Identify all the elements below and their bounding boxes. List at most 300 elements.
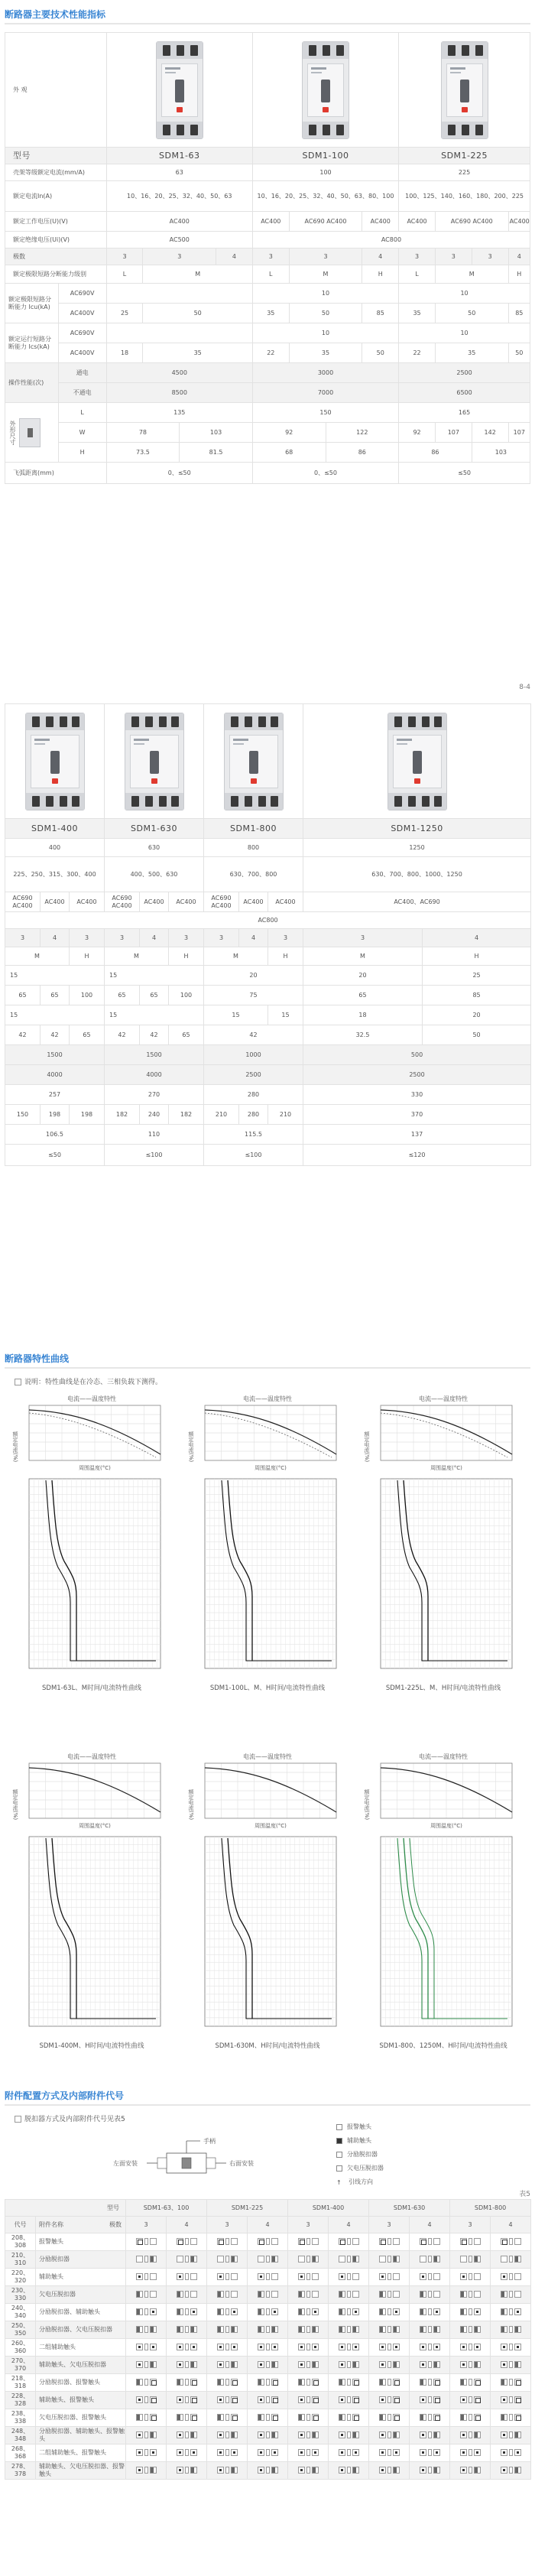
cell: 92: [252, 423, 326, 443]
acc-row: [5, 2304, 531, 2321]
accessory-left-icon: [501, 2291, 507, 2298]
accessory-left-icon: [298, 2449, 305, 2456]
accessory-right-icon: [433, 2273, 440, 2280]
cell: AC690 AC400: [105, 892, 140, 912]
acc-symbol-cell: [491, 2427, 531, 2444]
accessory-left-icon: [379, 2431, 386, 2438]
cell: 8500: [106, 383, 252, 403]
accessory-right-icon: [352, 2431, 359, 2438]
acc-symbol-cell: [167, 2374, 207, 2392]
header-cell: 4: [410, 2217, 450, 2233]
cell: 42: [140, 1025, 169, 1045]
accessory-right-icon: [433, 2361, 440, 2368]
header-poles-text: 极数: [109, 2220, 122, 2228]
handle-slot-icon: [144, 2291, 148, 2298]
accessory-left-icon: [501, 2379, 507, 2386]
acc-symbol-cell: [410, 2339, 450, 2357]
cell: AC690 AC400: [435, 212, 508, 232]
temp-chart-ylabel: 额定电流(%): [12, 1431, 18, 1463]
accessory-right-icon: [352, 2273, 359, 2280]
accessory-right-icon: [231, 2431, 238, 2438]
acc-symbol-cell: [450, 2409, 491, 2427]
ics-690-row-2: [5, 1005, 531, 1025]
accessory-left-icon: [298, 2344, 305, 2350]
acc-symbol-cell: [167, 2339, 207, 2357]
handle-slot-icon: [225, 2414, 229, 2421]
temp-chart-title: 电流——温度特性: [419, 1753, 468, 1760]
accessory-right-icon: [474, 2379, 481, 2386]
accessory-left-icon: [298, 2308, 305, 2315]
cell: 103: [180, 423, 253, 443]
handle-slot-icon: [144, 2379, 148, 2386]
acc-symbol-cell: [410, 2357, 450, 2374]
acc-symbol-cell: [491, 2304, 531, 2321]
handle-slot-icon: [347, 2396, 351, 2403]
breaker-image-100: [252, 33, 398, 148]
accessory-right-icon: [514, 2326, 521, 2333]
acc-symbol-cell: [410, 2409, 450, 2427]
handle-slot-icon: [266, 2431, 270, 2438]
chart-caption: SDM1-800、1250M、H时间/电流特性曲线: [379, 2042, 507, 2050]
acc-symbol-cell: [126, 2462, 167, 2480]
accessory-left-icon: [136, 2291, 143, 2298]
accessory-right-icon: [190, 2449, 197, 2456]
cell: AC500: [106, 232, 252, 249]
accessory-right-icon: [231, 2273, 238, 2280]
accessory-left-icon: [258, 2379, 264, 2386]
acc-symbol-cell: [167, 2409, 207, 2427]
handle-slot-icon: [185, 2326, 189, 2333]
accessory-left-icon: [298, 2467, 305, 2474]
acc-name: 分励脱扣器、报警触头: [36, 2374, 126, 2392]
cell: 210: [268, 1105, 303, 1125]
breaker-image-800: [204, 704, 303, 819]
accessory-right-icon: [433, 2291, 440, 2298]
handle-slot-icon: [387, 2449, 391, 2456]
accessory-left-icon: [258, 2291, 264, 2298]
accessory-right-icon: [433, 2326, 440, 2333]
accessory-left-icon: [136, 2344, 143, 2350]
accessory-right-icon: [312, 2414, 319, 2421]
handle-slot-icon: [306, 2396, 310, 2403]
acc-symbol-cell: [288, 2286, 329, 2304]
acc-symbol-cell: [126, 2374, 167, 2392]
accessory-left-icon: [420, 2238, 426, 2245]
handle-slot-icon: [225, 2431, 229, 2438]
handle-slot-icon: [469, 2361, 472, 2368]
icu-400-row: [5, 304, 530, 323]
cell: 270: [105, 1085, 204, 1105]
handle-slot-icon: [225, 2308, 229, 2315]
cell: L: [399, 265, 436, 284]
cell: 3: [5, 929, 41, 947]
row-label: 额定极限短路分断能力级别: [5, 265, 107, 284]
tc-chart-frame: [29, 1837, 160, 2026]
cell: 78: [106, 423, 180, 443]
tc-chart-frame: [381, 1479, 512, 1668]
cell: M: [143, 265, 252, 284]
accessory-right-icon: [474, 2431, 481, 2438]
acc-symbol-cell: [491, 2269, 531, 2286]
ics-400-row: [5, 343, 530, 363]
handle-slot-icon: [428, 2361, 432, 2368]
acc-symbol-cell: [207, 2462, 248, 2480]
acc-code: 220、320: [5, 2269, 36, 2286]
cell: 280: [204, 1085, 303, 1105]
row-label: 飞弧距离(mm): [5, 463, 107, 484]
acc-row: [5, 2321, 531, 2339]
acc-symbol-cell: [248, 2286, 288, 2304]
cell: 50: [289, 304, 362, 323]
acc-symbol-cell: [207, 2251, 248, 2269]
cell: 4: [140, 929, 169, 947]
accessory-right-icon: [190, 2238, 197, 2245]
cell: 150: [5, 1105, 41, 1125]
shunt-release-icon: [336, 2152, 342, 2158]
section-title-specs: 断路器主要技术性能指标: [5, 9, 106, 20]
accessory-left-icon: [177, 2467, 183, 2474]
accessory-right-icon: [474, 2396, 481, 2403]
accessory-right-icon: [514, 2431, 521, 2438]
accessory-right-icon: [474, 2308, 481, 2315]
acc-symbol-cell: [207, 2339, 248, 2357]
acc-symbol-cell: [207, 2444, 248, 2462]
handle-slot-icon: [347, 2238, 351, 2245]
cell: 92: [399, 423, 436, 443]
handle-slot-icon: [144, 2467, 148, 2474]
accessory-left-icon: [136, 2326, 143, 2333]
operation-on-row: [5, 363, 530, 383]
legend-alarm: [336, 2123, 371, 2131]
acc-code: 208、308: [5, 2233, 36, 2251]
accessory-right-icon: [271, 2308, 278, 2315]
accessory-right-icon: [150, 2414, 157, 2421]
cell: 257: [5, 1085, 105, 1105]
acc-symbol-cell: [126, 2269, 167, 2286]
accessory-right-icon: [231, 2256, 238, 2263]
accessory-left-icon: [460, 2379, 467, 2386]
acc-name: 辅助触头、报警触头: [36, 2392, 126, 2409]
acc-row: [5, 2444, 531, 2462]
cell: AC400: [268, 892, 303, 912]
acc-symbol-cell: [450, 2233, 491, 2251]
accessory-left-icon: [339, 2361, 345, 2368]
handle-slot-icon: [266, 2256, 270, 2263]
accessory-left-icon: [420, 2449, 426, 2456]
cell: 35: [252, 304, 289, 323]
model-row-2: [5, 819, 531, 839]
right-slot: [206, 2158, 216, 2168]
acc-symbol-cell: [288, 2321, 329, 2339]
accessory-left-icon: [258, 2449, 264, 2456]
accessory-right-icon: [150, 2256, 157, 2263]
accessory-right-icon: [433, 2467, 440, 2474]
dim-H-row: [5, 443, 530, 463]
acc-symbol-cell: [329, 2339, 369, 2357]
cell: AC400: [239, 892, 268, 912]
cell: 35: [435, 343, 508, 363]
accessory-right-icon: [150, 2379, 157, 2386]
accessory-right-icon: [312, 2238, 319, 2245]
acc-symbol-cell: [450, 2251, 491, 2269]
acc-symbol-cell: [369, 2286, 410, 2304]
acc-symbol-cell: [207, 2409, 248, 2427]
acc-symbol-cell: [126, 2233, 167, 2251]
acc-symbol-cell: [410, 2444, 450, 2462]
acc-symbol-cell: [450, 2374, 491, 2392]
accessory-right-icon: [190, 2344, 197, 2350]
handle-slot-icon: [185, 2379, 189, 2386]
aux-contact-icon: [336, 2138, 342, 2144]
dim-W-row-2: [5, 1105, 531, 1125]
cell: AC400、AC690: [303, 892, 531, 912]
breaking-level-row: [5, 265, 530, 284]
acc-symbol-cell: [248, 2233, 288, 2251]
arc-row-2: [5, 1145, 531, 1166]
acc-symbol-cell: [329, 2304, 369, 2321]
accessory-left-icon: [217, 2256, 224, 2263]
accessory-right-icon: [474, 2238, 481, 2245]
breaker-image-400: [5, 704, 105, 819]
handle-slot-icon: [266, 2396, 270, 2403]
accessory-right-icon: [231, 2414, 238, 2421]
header-cell: 4: [248, 2217, 288, 2233]
accessory-left-icon: [460, 2308, 467, 2315]
chart-caption: SDM1-225L、M、H时间/电流特性曲线: [385, 1684, 501, 1692]
handle-slot-icon: [387, 2326, 391, 2333]
acc-name: 二组辅助触头、报警触头: [36, 2444, 126, 2462]
handle-slot-icon: [509, 2238, 513, 2245]
cell: 4: [239, 929, 268, 947]
breaker-image-225: [399, 33, 530, 148]
acc-symbol-cell: [288, 2374, 329, 2392]
accessory-right-icon: [474, 2326, 481, 2333]
header-cell: SDM1-63、100: [126, 2200, 207, 2217]
sub-label: AC400V: [58, 343, 106, 363]
cell: 198: [70, 1105, 105, 1125]
cell: 3: [70, 929, 105, 947]
cell: 68: [252, 443, 326, 463]
row-label: 额定运行短路分断能力 Ics(kA): [5, 323, 59, 363]
accessory-right-icon: [393, 2273, 400, 2280]
acc-name: 分励脱扣器、辅助触头: [36, 2304, 126, 2321]
cell: M: [204, 947, 268, 966]
accessory-right-icon: [271, 2256, 278, 2263]
dim-H-row-2: [5, 1125, 531, 1145]
handle-slot-icon: [306, 2273, 310, 2280]
dimension-thumbnail: [19, 418, 41, 447]
handle-slot-icon: [225, 2273, 229, 2280]
handle-slot-icon: [185, 2238, 189, 2245]
cell: H: [268, 947, 303, 966]
cell: 106.5: [5, 1125, 105, 1145]
handle-slot-icon: [428, 2344, 432, 2350]
accessory-right-icon: [514, 2344, 521, 2350]
accessory-left-icon: [420, 2467, 426, 2474]
cell: 25: [423, 966, 531, 986]
operation-off-row-2: [5, 1065, 531, 1085]
acc-symbol-cell: [126, 2392, 167, 2409]
accessory-left-icon: [339, 2256, 345, 2263]
chart-caption: SDM1-630M、H时间/电流特性曲线: [215, 2042, 320, 2050]
accessory-right-icon: [231, 2379, 238, 2386]
accessory-right-icon: [312, 2273, 319, 2280]
accessory-right-icon: [312, 2361, 319, 2368]
handle-slot-icon: [428, 2414, 432, 2421]
acc-symbol-cell: [167, 2392, 207, 2409]
acc-name: 分励脱扣器、欠电压脱扣器: [36, 2321, 126, 2339]
model-name: SDM1-800: [204, 819, 303, 839]
temp-chart-title: 电流——温度特性: [419, 1395, 468, 1402]
cell: 137: [303, 1125, 531, 1145]
acc-symbol-cell: [329, 2427, 369, 2444]
handle-slot-icon: [225, 2379, 229, 2386]
accessory-right-icon: [150, 2326, 157, 2333]
acc-symbol-cell: [369, 2444, 410, 2462]
accessory-right-icon: [352, 2379, 359, 2386]
acc-symbol-cell: [288, 2357, 329, 2374]
acc-header-poles: [5, 2217, 531, 2233]
model-name: SDM1-225: [399, 148, 530, 164]
cell: 210: [204, 1105, 239, 1125]
handle-slot-icon: [185, 2396, 189, 2403]
accessory-table: [5, 2199, 531, 2480]
model-name: SDM1-400: [5, 819, 105, 839]
dimensions-label: 外形尺寸: [9, 420, 16, 445]
accessory-left-icon: [217, 2449, 224, 2456]
accessory-right-icon: [231, 2449, 238, 2456]
cell: 165: [399, 403, 530, 423]
handle-slot-icon: [387, 2344, 391, 2350]
accessory-left-icon: [420, 2291, 426, 2298]
accessory-right-icon: [514, 2414, 521, 2421]
acc-symbol-cell: [248, 2427, 288, 2444]
acc-symbol-cell: [329, 2286, 369, 2304]
accessory-left-icon: [501, 2449, 507, 2456]
acc-row: [5, 2286, 531, 2304]
handle-slot-icon: [509, 2326, 513, 2333]
temp-chart-xlabel: 周围温度(°C): [79, 1465, 111, 1471]
tc-chart-frame: [205, 1837, 336, 2026]
cell: 15: [105, 1005, 204, 1025]
accessory-right-icon: [514, 2467, 521, 2474]
accessory-left-icon: [177, 2431, 183, 2438]
handle-slot-icon: [428, 2326, 432, 2333]
temp-chart-title: 电流——温度特性: [67, 1395, 116, 1402]
accessory-right-icon: [271, 2467, 278, 2474]
cell: 1500: [5, 1045, 105, 1065]
acc-symbol-cell: [207, 2321, 248, 2339]
accessory-left-icon: [379, 2361, 386, 2368]
handle-slot-icon: [347, 2431, 351, 2438]
handle-slot-icon: [144, 2361, 148, 2368]
handle-slot-icon: [469, 2379, 472, 2386]
handle-slot-icon: [347, 2467, 351, 2474]
accessory-left-icon: [258, 2361, 264, 2368]
handle-slot-icon: [509, 2431, 513, 2438]
handle-slot-icon: [306, 2379, 310, 2386]
accessory-right-icon: [312, 2291, 319, 2298]
acc-symbol-cell: [207, 2427, 248, 2444]
handle-slot-icon: [306, 2431, 310, 2438]
cell: AC400: [252, 212, 289, 232]
accessory-left-icon: [217, 2379, 224, 2386]
sub-label: AC400V: [58, 304, 106, 323]
handle-slot-icon: [266, 2379, 270, 2386]
model-name: SDM1-100: [252, 148, 398, 164]
handle-slot-icon: [144, 2396, 148, 2403]
legend-label: 辅助触头: [347, 2137, 371, 2144]
sub-label: 不通电: [58, 383, 106, 403]
accessory-left-icon: [217, 2467, 224, 2474]
accessory-right-icon: [312, 2467, 319, 2474]
cell: 6500: [399, 383, 530, 403]
accessory-left-icon: [379, 2467, 386, 2474]
acc-symbol-cell: [248, 2321, 288, 2339]
accessory-right-icon: [190, 2308, 197, 2315]
cell: 50: [508, 343, 530, 363]
accessory-left-icon: [420, 2273, 426, 2280]
acc-symbol-cell: [167, 2286, 207, 2304]
accessory-left-icon: [379, 2449, 386, 2456]
accessory-right-icon: [393, 2256, 400, 2263]
handle-slot-icon: [428, 2238, 432, 2245]
handle-slot-icon: [469, 2344, 472, 2350]
accessory-right-icon: [312, 2379, 319, 2386]
spec-table-1: [5, 32, 530, 484]
row-label: 型号: [5, 148, 107, 164]
cell: 225: [399, 164, 530, 181]
cell: 65: [70, 1025, 105, 1045]
header-cell: 3: [450, 2217, 491, 2233]
acc-symbol-cell: [248, 2304, 288, 2321]
cell: 10: [252, 284, 398, 304]
dim-L-row: [5, 403, 530, 423]
accessory-left-icon: [460, 2273, 467, 2280]
accessory-right-icon: [352, 2256, 359, 2263]
cell: 20: [303, 966, 423, 986]
accessory-right-icon: [352, 2308, 359, 2315]
acc-symbol-cell: [450, 2269, 491, 2286]
accessory-left-icon: [298, 2256, 305, 2263]
accessory-left-icon: [460, 2467, 467, 2474]
cell: 107: [435, 423, 472, 443]
header-cell: 3: [369, 2217, 410, 2233]
acc-symbol-cell: [369, 2409, 410, 2427]
accessory-left-icon: [501, 2273, 507, 2280]
acc-symbol-cell: [491, 2233, 531, 2251]
cell: H: [423, 947, 531, 966]
accessory-left-icon: [379, 2326, 386, 2333]
accessory-left-icon: [217, 2414, 224, 2421]
breaker-image-63: [106, 33, 252, 148]
handle-slot-icon: [469, 2431, 472, 2438]
handle-slot-icon: [266, 2414, 270, 2421]
acc-symbol-cell: [248, 2251, 288, 2269]
handle-slot-icon: [266, 2449, 270, 2456]
handle-slot-icon: [266, 2273, 270, 2280]
handle-slot-icon: [347, 2414, 351, 2421]
handle-slot-icon: [509, 2361, 513, 2368]
rated-voltage-row-2: [5, 892, 531, 912]
accessory-right-icon: [150, 2273, 157, 2280]
acc-symbol-cell: [167, 2357, 207, 2374]
handle-slot-icon: [225, 2361, 229, 2368]
accessory-right-icon: [474, 2344, 481, 2350]
acc-symbol-cell: [126, 2251, 167, 2269]
handle-slot-icon: [266, 2361, 270, 2368]
accessory-right-icon: [352, 2396, 359, 2403]
